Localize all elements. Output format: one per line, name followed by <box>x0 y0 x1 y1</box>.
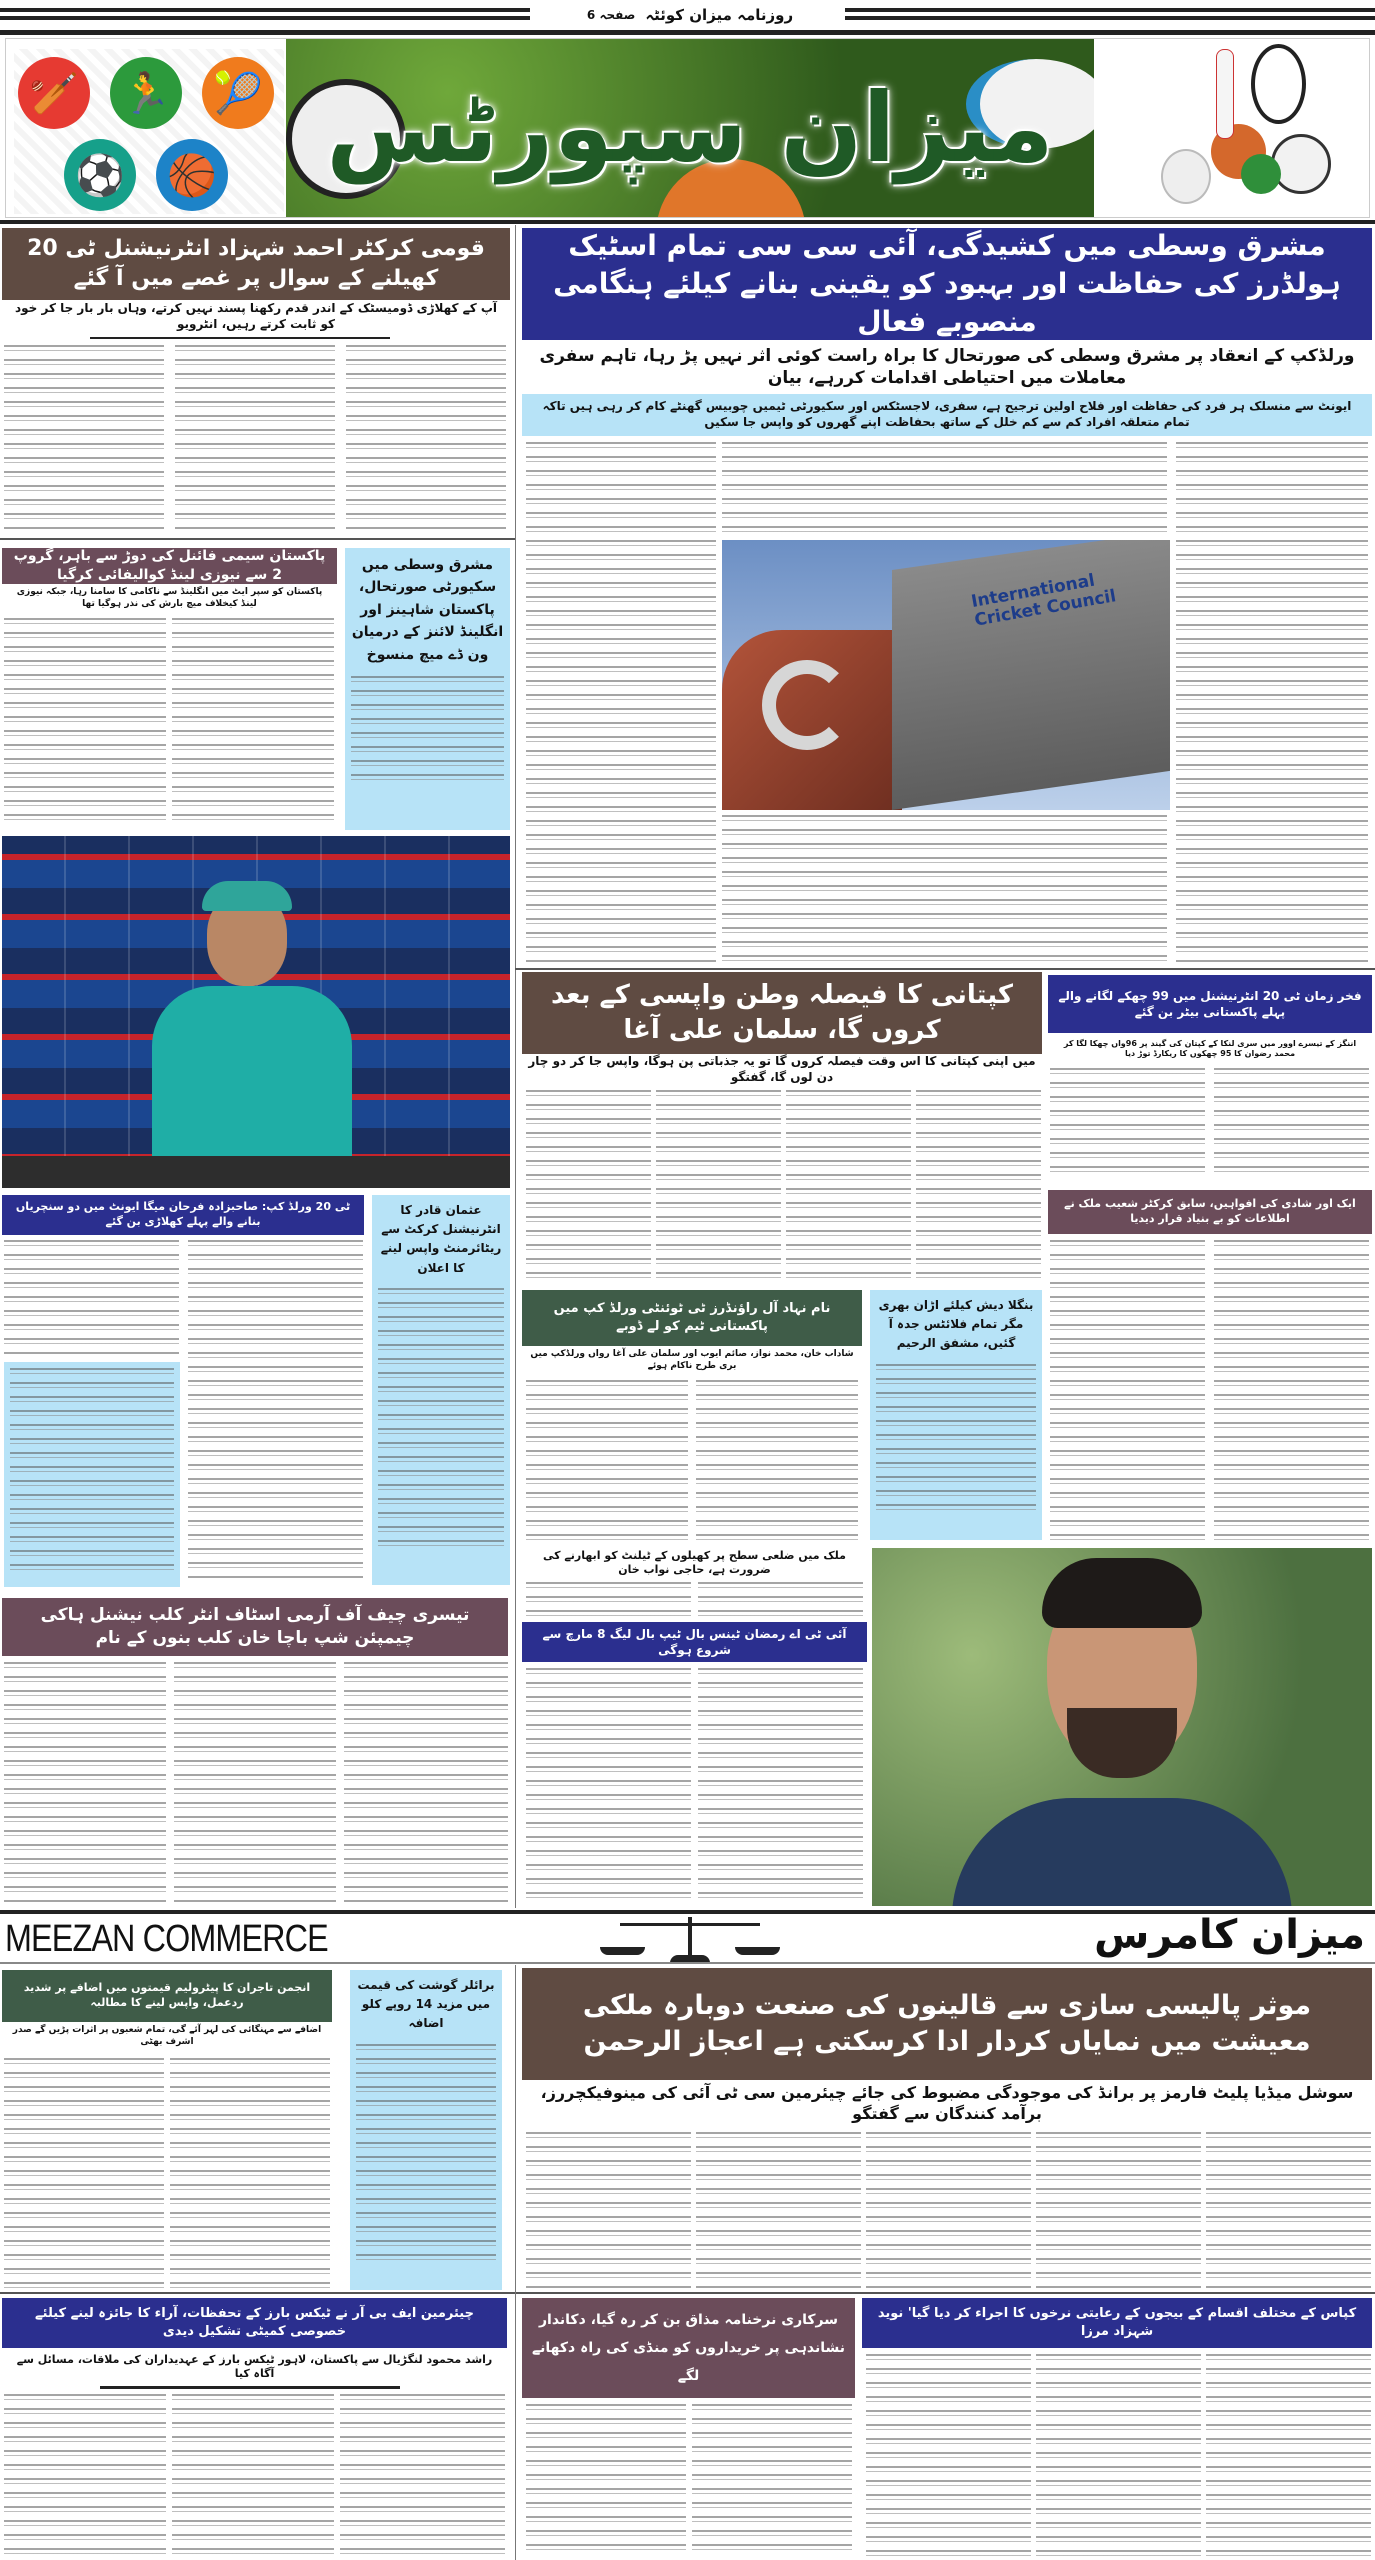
lions-box-title: مشرق وسطی میں سکیورٹی صورتحال، پاکستان شاہینز اور انگلینڈ لائنز کے درمیان ون ڈے میچ منسوخ <box>351 557 504 663</box>
divider <box>0 538 515 540</box>
tapeball-headline: آئی ٹی اے رمضان ٹینس بال ٹیپ بال لیگ 8 مارچ سے شروع ہوگی <box>522 1622 867 1662</box>
talent-headline: ملک میں ضلعی سطح پر کھیلوں کے ٹیلنٹ کو ابھارنے کی ضرورت ہے، حاجی نواب خان <box>543 1548 846 1576</box>
rates-body-col <box>526 2404 686 2558</box>
divider <box>100 2386 400 2389</box>
usman-box <box>372 1195 510 1585</box>
talent-body-col <box>526 1582 691 1617</box>
header-rule-left <box>0 8 530 20</box>
semi-body-col <box>4 618 166 828</box>
bowling-pin-image <box>1216 49 1234 139</box>
fakhar-body-col <box>1050 1068 1205 1180</box>
mushfiq-box <box>870 1290 1042 1540</box>
hair <box>1042 1558 1202 1628</box>
farhan-highlight-box <box>4 1362 180 1587</box>
icc-subhead: ورلڈکپ کے انعقاد پر مشرق وسطی کی صورتحال کا براہ راست کوئی اثر نہیں پڑ رہا، تاہم سفری معاملات میں احتیاطی اقدامات کررہے، بیان <box>539 345 1355 388</box>
fakhar-subhead: اننگز کے تیسرے اوور میں سری لنکا کے کپتان کی گیند پر 96واں چھکا لگا کر محمد رضوان کا 95 چھکوں کا ریکارڈ توڑ دیا <box>1063 1038 1357 1058</box>
icc-body-col <box>1176 442 1368 962</box>
header-rule-right <box>845 8 1375 20</box>
usman-box-body <box>378 1288 504 1548</box>
beard <box>1067 1708 1177 1778</box>
divider <box>515 968 1375 970</box>
captaincy-subhead: میں اپنی کپتانی کا اس وقت فیصلہ کروں گا تو یہ جذباتی پن ہوگا، واپس جا کر دو چار دن لوں گا، گفتگو <box>528 1054 1036 1084</box>
commerce-main-headline: موثر پالیسی سازی سے قالینوں کی صنعت دوبارہ ملکی معیشت میں نمایاں کردار ادا کرسکتی ہے اعجاز الرحمن <box>522 1968 1372 2080</box>
scales-icon <box>590 1915 790 1963</box>
captaincy-headline: کپتانی کا فیصلہ وطن واپسی کے بعد کروں گا، سلمان علی آغا <box>522 972 1042 1054</box>
hockey-body-col <box>174 1662 336 1902</box>
icc-body-col <box>722 815 1167 965</box>
cotton-body-col <box>1206 2354 1371 2558</box>
shoaib-body-col <box>1214 1240 1369 1540</box>
icc-sign-text: International Cricket Council <box>969 570 1118 631</box>
tapeball-body-col <box>698 1668 863 1902</box>
commerce-main-body-col <box>526 2132 691 2288</box>
lions-box-body <box>351 676 504 786</box>
shoaib-headline: ایک اور شادی کی افواہیں، سابق کرکٹر شعیب ملک نے اطلاعات کو بے بنیاد قرار دیدیا <box>1048 1190 1372 1234</box>
tax-body-col <box>172 2394 334 2558</box>
paper-name: روزنامہ میزان کوئٹہ <box>645 6 794 24</box>
commerce-main-body-col <box>696 2132 861 2288</box>
commerce-title-ur: میزان کامرس <box>1094 1912 1365 1958</box>
traders-body-col <box>4 2058 164 2288</box>
mushfiq-box-body <box>876 1364 1036 1514</box>
tennis-icon: 🎾 <box>202 57 274 129</box>
column-divider <box>515 225 516 1908</box>
lions-box <box>345 548 510 830</box>
shahzad-body-col <box>346 345 506 530</box>
basketball-icon: 🏀 <box>156 139 228 211</box>
tax-body-col <box>4 2394 166 2558</box>
hockey-headline: تیسری چیف آف آرمی اسٹاف انٹر کلب نیشنل ہاکی چیمپئن شپ باچا خان کلب بنوں کے نام <box>2 1598 508 1656</box>
semi-headline: پاکستان سیمی فائنل کی دوڑ سے باہر، گروپ 2 سے نیوزی لینڈ کوالیفائی کرگیا <box>2 548 337 584</box>
masthead-banner <box>286 39 1094 217</box>
captaincy-body-col <box>916 1090 1041 1280</box>
press-table <box>2 1156 510 1188</box>
allrounders-body-col <box>526 1380 688 1540</box>
football-icon: ⚽ <box>64 139 136 211</box>
shoaib-body-col <box>1050 1240 1205 1540</box>
shahzad-body-col <box>4 345 164 530</box>
tax-headline: چیئرمین ایف بی آر نے ٹیکس بارز کے تحفظات، آراء کا جائزہ لینے کیلئے خصوصی کمیٹی تشکیل دیدی <box>2 2298 507 2348</box>
rates-headline: سرکاری نرخنامہ مذاق بن کر رہ گیا، دکاندار نشاندہی پر خریداروں کو منڈی کی راہ دکھانے لگے <box>522 2298 855 2398</box>
cotton-body-col <box>1036 2354 1201 2558</box>
traders-body-col <box>170 2058 330 2288</box>
tax-body-col <box>340 2394 505 2558</box>
allrounders-subhead: شاداب خان، محمد نواز، صائم ایوب اور سلمان علی آغا رواں ورلڈکپ میں بری طرح ناکام ہوئے <box>530 1349 854 1371</box>
ball-image <box>1271 134 1331 194</box>
column-divider <box>515 1965 516 2560</box>
ball-image <box>1161 149 1211 204</box>
traders-headline: انجمن تاجران کا پیٹرولیم قیمتوں میں اضافے پر شدید ردعمل، واپس لینے کا مطالبہ <box>2 1970 332 2022</box>
masthead-top-rule <box>0 30 1375 35</box>
shahzad-headline: قومی کرکٹر احمد شہزاد انٹرنیشنل ٹی 20 کھیلنے کے سوال پر غصے میں آ گئے <box>2 228 510 300</box>
rates-body-col <box>692 2404 852 2558</box>
racket-image <box>1251 44 1306 124</box>
tapeball-body-col <box>526 1668 691 1902</box>
player-cap <box>202 881 292 911</box>
commerce-main-body-col <box>1206 2132 1371 2288</box>
icc-building-photo <box>722 540 1170 810</box>
icc-body-col <box>526 442 716 962</box>
farhan-body-col <box>188 1240 363 1580</box>
commerce-main-subhead: سوشل میڈیا پلیٹ فارمز پر برانڈ کی موجودگی مضبوط کی جائے چیئرمین سی ٹی آئی کی مینوفیکچررز، برآمد کنندگان سے گفتگو <box>540 2083 1354 2123</box>
usman-box-title: عثمان قادر کا انٹرنیشنل کرکٹ سے ریٹائرمنٹ واپس لینے کا اعلان <box>380 1203 502 1275</box>
press-conference-photo <box>2 836 510 1188</box>
shahzad-body-col <box>175 345 335 530</box>
icc-body-col <box>722 442 1167 534</box>
semi-subhead: پاکستان کو سپر ایٹ میں انگلینڈ سے ناکامی کا سامنا رہا، جبکہ نیوزی لینڈ کیخلاف میچ بارش کی نذر ہوگیا تھا <box>16 587 323 609</box>
masthead-title: میزان سپورٹس <box>326 72 1054 184</box>
hockey-body-col <box>4 1662 166 1902</box>
jacket <box>952 1798 1292 1906</box>
divider <box>90 337 390 339</box>
broiler-box-body <box>356 2044 496 2264</box>
commerce-main-body-col <box>866 2132 1031 2288</box>
shoaib-malik-photo <box>872 1548 1372 1906</box>
captaincy-body-col <box>526 1090 651 1280</box>
box-body <box>10 1368 174 1578</box>
running-icon: 🏃 <box>110 57 182 129</box>
page-number: صفحہ 6 <box>586 8 636 22</box>
allrounders-body-col <box>696 1380 858 1540</box>
divider <box>0 2292 1375 2294</box>
cotton-headline: کپاس کے مختلف اقسام کے بیجوں کے رعایتی نرخوں کا اجراء کر دیا گیا' نوید شہزاد مرزا <box>862 2298 1372 2348</box>
traders-subhead: اضافے سے مہنگائی کی لہر آئے گی، تمام شعبوں پر اثرات پڑیں گے صدر اشرف بھٹی <box>12 2025 322 2047</box>
tax-subhead: راشد محمود لنگڑیال سے پاکستان، لاہور ٹیکس بارز کے عہدیداران کی ملاقات، مسائل سے آگاہ کیا <box>16 2352 493 2380</box>
allrounders-headline: نام نہاد آل راؤنڈرز ٹی ٹوئنٹی ورلڈ کپ میں پاکستانی ٹیم کو لے ڈوبے <box>522 1290 862 1346</box>
fakhar-headline: فخر زمان ٹی 20 انٹرنیشنل میں 99 چھکے لگانے والے پہلے پاکستانی بیٹر بن گئے <box>1048 975 1372 1033</box>
masthead-bottom-rule <box>0 220 1375 224</box>
sports-icons-panel <box>14 49 284 214</box>
hockey-body-col <box>344 1662 508 1902</box>
ball-image <box>1241 154 1281 194</box>
talent-body-col <box>698 1582 863 1617</box>
captaincy-body-col <box>656 1090 781 1280</box>
masthead <box>5 38 1370 218</box>
cotton-body-col <box>866 2354 1031 2558</box>
divider <box>0 1962 1375 1964</box>
broiler-box <box>350 1970 502 2290</box>
cricket-icon: 🏏 <box>18 57 90 129</box>
semi-body-col <box>172 618 334 828</box>
farhan-headline: ٹی 20 ورلڈ کپ: صاحبزادہ فرحان میگا ایونٹ میں دو سنچریاں بنانے والے پہلے کھلاڑی بن گئے <box>2 1195 364 1235</box>
broiler-box-title: برائلر گوشت کی قیمت میں مزید 14 روپے کلو اضافہ <box>357 1978 495 2031</box>
mushfiq-box-title: بنگلا دیش کیلئے اڑان بھری مگر تمام فلائٹس جدہ آ گئیں، مشفق الرحیم <box>878 1298 1034 1351</box>
commerce-title-en: MEEZAN COMMERCE <box>5 1918 328 1960</box>
sports-equipment-image <box>1101 44 1366 214</box>
icc-highlight: ایونٹ سے منسلک ہر فرد کی حفاظت اور فلاح اولین ترجیح ہے، سفری، لاجسٹکس اور سکیورٹی ٹیمیں چوبیس گھنٹے کام کر رہی ہیں تاکہ تمام متعلقہ افراد کم سے کم خلل کے ساتھ بحفاظت اپنے گھروں کو واپس جا سکیں <box>522 394 1372 436</box>
fakhar-body-col <box>1214 1068 1369 1180</box>
shahzad-subhead: آپ کے کھلاڑی ڈومیسٹک کے اندر قدم رکھنا پسند نہیں کرتے، وہاں بار بار جا کر خود کو ثابت کرتے رہیں، انٹرویو <box>14 301 498 331</box>
farhan-body-col <box>4 1240 179 1355</box>
icc-headline: مشرق وسطی میں کشیدگی، آئی سی سی تمام اسٹیک ہولڈرز کی حفاظت اور بہبود کو یقینی بنانے کیلئے ہنگامی منصوبے فعال <box>522 228 1372 340</box>
captaincy-body-col <box>786 1090 911 1280</box>
page-header <box>540 2 840 28</box>
commerce-main-body-col <box>1036 2132 1201 2288</box>
icc-logo <box>762 660 852 750</box>
